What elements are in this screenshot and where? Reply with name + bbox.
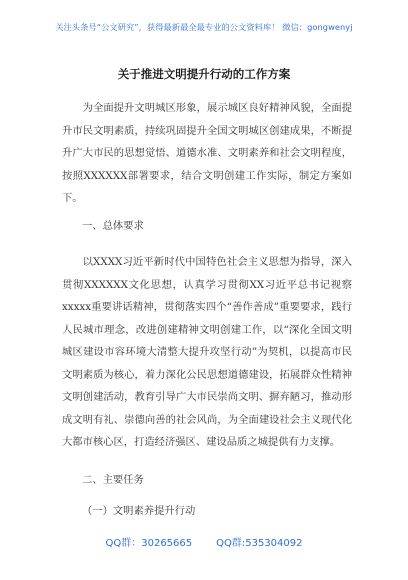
footer-contact	[0, 534, 408, 549]
section1-paragraph: 以XXXX习近平新时代中国特色社会主义思想为指导，深入贯彻XXXXXX文化思想，认真学习贯彻XX习近平总书记视察xxxxx重要讲话精神，贯彻落实四个“善作善成”重要要求，践行人民城市理念，改进创建精神文明创建工作，以“深化全国文明城区建设市容环境大清整大提升攻坚行动”为契机，以提高市民文明素质为核心，着力深化公民思想道德建设，拓展群众性精神文明创建活动，教育引导广大市民崇尚文明、摒弃陋习，推动形成文明有礼、崇德向善的社会风尚，为全面建设社会主义现代化大都市核心区，打造经济强区、建设品质之城提供有力支撑。	[62, 256, 352, 448]
section-heading-general-requirements: 一、总体要求	[82, 220, 144, 232]
footer-qq-group-1: QQ群：30265665	[105, 538, 193, 549]
section-heading-main-tasks: 二、主要任务	[82, 474, 144, 486]
document-title: 关于推进文明提升行动的工作方案	[117, 67, 291, 81]
subsection-heading-civility: （一）文明素养提升行动	[82, 505, 196, 517]
header-banner: 关注头条号“公文研究”，获得最新最全最专业的公文资料库！ 微信：gongwenyj	[55, 22, 353, 32]
intro-paragraph: 为全面提升文明城区形象，展示城区良好精神风貌，全面提升市民文明素质，持续巩固提升全国文明城区创建成果，不断提升广大市民的思想觉悟、道德水准、文明素养和社会文明程度，按照XXXXXX部署要求，结合文明创建工作实际，制定方案如下。	[62, 102, 352, 204]
intro-block	[62, 97, 352, 210]
section1-block	[62, 251, 352, 454]
footer-qq-group-2: QQ群:535304092	[216, 538, 303, 549]
